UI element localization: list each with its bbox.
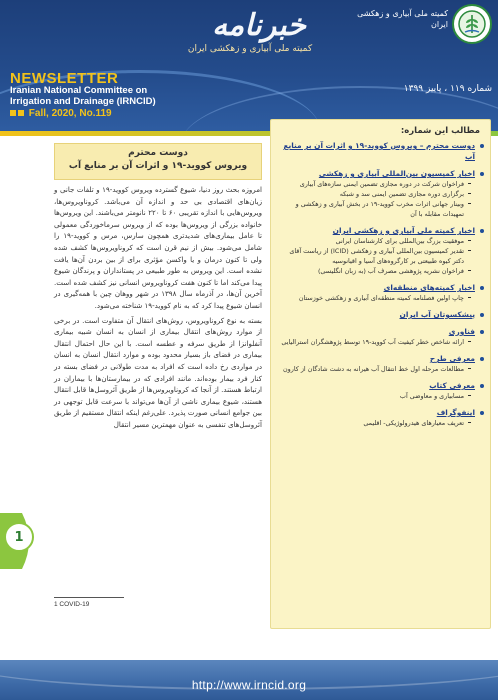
bullet-icon xyxy=(480,144,484,148)
contents-section xyxy=(277,326,485,347)
article-body xyxy=(54,184,262,433)
article-paragraph: بسته به نوع کروناویروس، روش‌های انتقال آن متفاوت است. در برخی از موارد روش‌های انتقال بیماری از انسان به انسان شبیه بیماری آنفلوانزا از طریق سرفه و عطسه است. با این حال احتمال انتقال بیماری در فضای باز بسیار محدود بوده و موارد انتقال انسان به انسان در مواردی رخ داده است که افراد به مدت طولانی در فضای بسته در کنار فرد بیمار بوده‌اند. مانند افرادی که در بیمارستان‌ها با بیماران در ارتباط هستند. از آنجا که کروناویروس‌ها از طریق آئروسل‌ها قابل انتقال هستند، شیوع بیماری ناشی از آن‌ها می‌تواند با سرعت قابل توجهی در بین جوامع انسانی صورت پذیرد. علی‌رغم اینکه انتقال مستقیم از طریق آئروسل‌های تنفسی به عنوان مهمترین مسیر انتقال xyxy=(54,315,262,429)
contents-section-link[interactable]: دوست محترم – ویروس کووید-۱۹ و اثرات آن بر منابع آب xyxy=(283,141,475,161)
issue-number-fa: شماره ۱۱۹ ، پاییز ۱۳۹۹ xyxy=(403,84,492,94)
contents-subitem: برگزاری دوره مجازی تضمین ایمنی سد و شبکه xyxy=(277,189,471,199)
contents-section xyxy=(277,380,485,401)
article-title: ویروس کووید-۱۹ و اثرات آن بر منابع آب xyxy=(68,161,248,171)
bullet-icon xyxy=(480,229,484,233)
footnote: 1 COVID-19 xyxy=(54,601,90,608)
newsletter-title: NEWSLETTER xyxy=(10,70,119,87)
article-salutation: دوست محترم xyxy=(128,148,188,158)
contents-subitem: فراخوان شرکت در دوره مجازی تضمین ایمنی سازه‌های آبیاری xyxy=(277,179,471,189)
contents-section xyxy=(277,282,485,303)
contents-box xyxy=(270,119,491,629)
contents-subitem: مطالعات مرحله اول خط انتقال آب هیرانه به دشت شادگان از کارون xyxy=(277,364,471,374)
committee-name-en xyxy=(10,85,210,107)
contents-subitem: ارائه شاخص خطر کیفیت آب کووید-۱۹ توسط پژوهشگران استرالیایی xyxy=(277,337,471,347)
issue-square-icon xyxy=(18,110,24,116)
masthead-title: خبرنامه xyxy=(212,8,306,43)
bullet-icon xyxy=(480,313,484,317)
contents-subitems xyxy=(277,179,475,219)
contents-title: مطالب این شماره: xyxy=(400,126,480,136)
contents-subitem: وبینار جهانی اثرات مخرب کووید-۱۹ در بخش آبیاری و زهکشی و تمهیدات مقابله با آن xyxy=(277,199,471,219)
bullet-icon xyxy=(480,384,484,388)
website-link[interactable]: http://www.irncid.org xyxy=(191,678,307,692)
contents-subitem: تعریف معیارهای هیدرولوژیکی- اقلیمی xyxy=(277,418,471,428)
contents-section-link[interactable]: اینفوگراف xyxy=(436,408,475,417)
contents-subitem: موفقیت بزرگ بین‌المللی برای کارشناسان ایرانی xyxy=(277,236,471,246)
org-name-fa: کمیته ملی آبیاری و زهکشی ایران xyxy=(357,9,448,29)
contents-subitems xyxy=(277,293,475,303)
contents-section-link[interactable]: معرفی طرح xyxy=(429,354,475,363)
contents-subitem: چاپ اولین فصلنامه کمیته منطقه‌ای آبیاری و زهکشی خوزستان xyxy=(277,293,471,303)
issue-number-en xyxy=(10,108,112,119)
contents-section xyxy=(277,168,485,219)
page-number-badge: 1 xyxy=(4,522,34,552)
contents-subitem: فراخوان نشریه پژوهشی مصرف آب (به زبان انگلیسی) xyxy=(277,266,471,276)
footnote-divider xyxy=(54,597,124,598)
irncid-logo-icon xyxy=(452,4,492,44)
contents-section xyxy=(277,309,485,320)
committee-line-2: Irrigation and Drainage (IRNCID) xyxy=(10,96,156,107)
contents-list xyxy=(277,140,485,434)
contents-subitems xyxy=(277,391,475,401)
contents-section-link[interactable]: معرفی کتاب xyxy=(429,381,475,390)
bullet-icon xyxy=(480,286,484,290)
contents-subitems xyxy=(277,418,475,428)
committee-line-1: Iranian National Committee on xyxy=(10,85,148,96)
contents-section-link[interactable]: اخبار کمیته ملی آبیاری و زهکشی ایران xyxy=(332,226,475,235)
contents-section-link[interactable]: اخبار کمیسیون بین‌المللی آبیاری و زهکشی xyxy=(318,169,475,178)
contents-subitems xyxy=(277,364,475,374)
contents-section xyxy=(277,407,485,428)
contents-section xyxy=(277,140,485,162)
bullet-icon xyxy=(480,330,484,334)
contents-subitem: تقدیر کمیسیون بین‌المللی آبیاری و زهکشی (ICID) از ریاست آقای دکتر کیوه طبیعتی بر کارگروه‌های آسیا و اقیانوسیه xyxy=(277,246,471,266)
contents-subitems xyxy=(277,236,475,276)
issue-square-icon xyxy=(10,110,16,116)
issue-label-en: Fall, 2020, No.119 xyxy=(28,108,112,119)
contents-subitem: مسابیاری و معاوضی آب xyxy=(277,391,471,401)
contents-section-link[interactable]: اخبار کمیته‌های منطقه‌ای xyxy=(383,283,475,292)
contents-section-link[interactable]: فناوری xyxy=(448,327,475,336)
bullet-icon xyxy=(480,172,484,176)
footer-bar xyxy=(0,660,498,700)
article-heading-box xyxy=(54,143,262,180)
bullet-icon xyxy=(480,357,484,361)
contents-section xyxy=(277,353,485,374)
contents-subitems xyxy=(277,337,475,347)
masthead-subtitle: کمیته ملی آبیاری و زهکشی ایران xyxy=(187,44,313,54)
contents-section-link[interactable]: پیشکسوتان آب ایران xyxy=(399,310,475,319)
article-paragraph: امروزه بحث روز دنیا، شیوع گسترده ویروس کووید-۱۹ و تلفات جانی و زیان‌های اقتصادی بی حد و اندازه آن می‌باشد. کروناویروس‌ها، ویروس‌هایی با اندازه تقریبی ۶۰ تا ۲۲۰ نانومتر می‌باشند. این ویروس‌ها خانواده بزرگی از ویروس‌ها بوده که از ویروس سرماخوردگی معمولی تا عامل بیماری‌های شدیدتری همچون سارس، مرس و کووید-۱۹ را شامل می‌شود. بیش از نیم قرن است که کروناویروس‌ها کشف شده ولی تا کنون درمان و یا واکسن مؤثری برای از بین بردن آن‌ها یافت نشده است. این ویروس به طور طبیعی در پستانداران و پرندگان شیوع پیدا می‌کند اما تا کنون هفت کروناویروس انسانی نیز کشف شده است. آخرین آن‌ها، در آذرماه سال ۱۳۹۸ در شهر ووهان چین با همه‌گیری در انسان شیوع پیدا کرد که به نام کووید-۱۹ شناخته می‌شود. xyxy=(54,185,262,310)
newsletter-header xyxy=(0,0,498,136)
bullet-icon xyxy=(480,411,484,415)
contents-section xyxy=(277,225,485,276)
